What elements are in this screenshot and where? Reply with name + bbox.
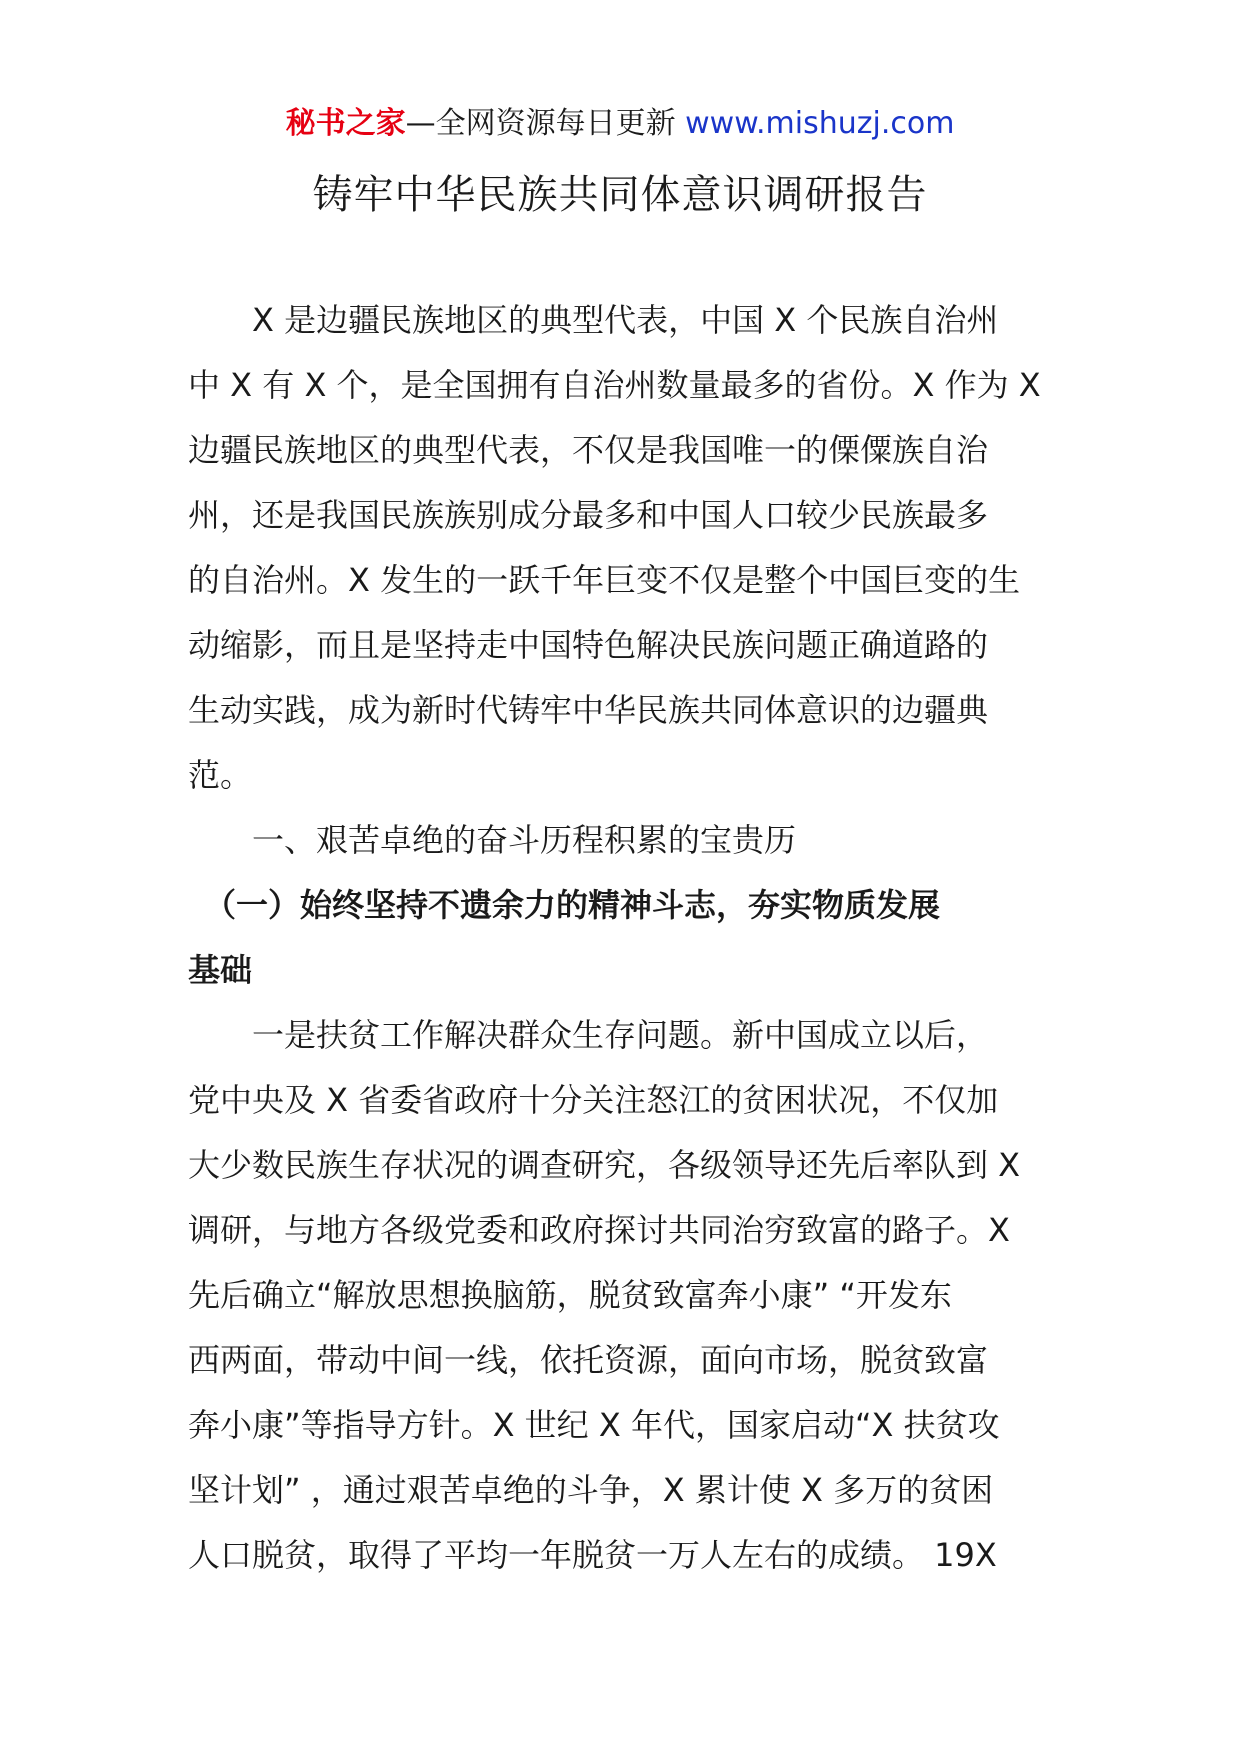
paragraph-line: 党中央及 X 省委省政府十分关注怒江的贫困状况，不仅加 [188, 1081, 999, 1119]
site-header [0, 104, 1240, 144]
paragraph-line: 生动实践，成为新时代铸牢中华民族共同体意识的边疆典 [188, 691, 989, 729]
section-heading-line: 基础 [188, 951, 253, 989]
paragraph-line: 中 X 有 X 个，是全国拥有自治州数量最多的省份。X 作为 X [188, 366, 1041, 404]
paragraph-line: 大少数民族生存状况的调查研究，各级领导还先后率队到 X [188, 1146, 1021, 1184]
paragraph-line: 州，还是我国民族族别成分最多和中国人口较少民族最多 [188, 496, 989, 534]
paragraph-line: 奔小康”等指导方针。X 世纪 X 年代，国家启动“X 扶贫攻 [188, 1406, 1000, 1444]
document-title: 铸牢中华民族共同体意识调研报告 [312, 172, 928, 218]
paragraph-line: 边疆民族地区的典型代表，不仅是我国唯一的傈僳族自治 [188, 431, 989, 469]
paragraph-line: 动缩影，而且是坚持走中国特色解决民族问题正确道路的 [188, 626, 989, 664]
header-tagline: —全网资源每日更新 [405, 106, 686, 141]
paragraph-line: 坚计划” ，通过艰苦卓绝的斗争，X 累计使 X 多万的贫困 [188, 1471, 994, 1509]
paragraph-line: 范。 [188, 756, 253, 794]
paragraph-line: X 是边疆民族地区的典型代表，中国 X 个民族自治州 [188, 301, 999, 339]
site-url: www.mishuzj.com [685, 106, 955, 141]
paragraph-line: 一是扶贫工作解决群众生存问题。新中国成立以后， [188, 1016, 989, 1054]
paragraph-line: 人口脱贫，取得了平均一年脱贫一万人左右的成绩。 19X [188, 1536, 997, 1574]
paragraph-line: 调研，与地方各级党委和政府探讨共同治穷致富的路子。X [188, 1211, 1010, 1249]
brand-name: 秘书之家 [285, 106, 406, 141]
section-heading-line: （一）始终坚持不遗余力的精神斗志，夯实物质发展 [188, 886, 941, 924]
document-body [188, 288, 1058, 1588]
paragraph-line: 一、艰苦卓绝的奋斗历程积累的宝贵历 [188, 821, 797, 859]
paragraph-line: 先后确立“解放思想换脑筋，脱贫致富奔小康” “开发东 [188, 1276, 952, 1314]
paragraph-line: 西两面，带动中间一线，依托资源，面向市场，脱贫致富 [188, 1341, 989, 1379]
paragraph-line: 的自治州。X 发生的一跃千年巨变不仅是整个中国巨变的生 [188, 561, 1021, 599]
